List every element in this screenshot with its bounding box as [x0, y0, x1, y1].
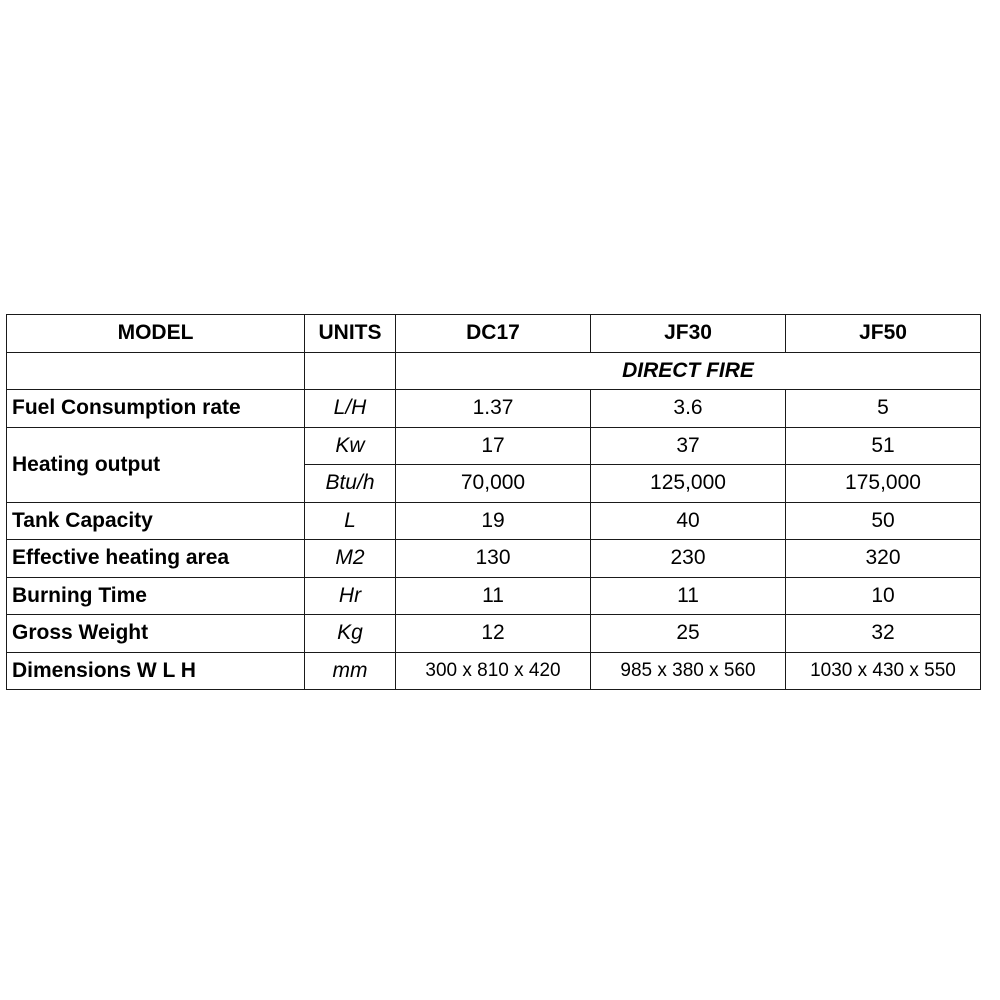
cell-area-dc17: 130	[396, 540, 591, 578]
header-dc17: DC17	[396, 315, 591, 353]
row-label-weight: Gross Weight	[7, 615, 305, 653]
row-unit-weight: Kg	[305, 615, 396, 653]
cell-kw-dc17: 17	[396, 427, 591, 465]
row-label-area: Effective heating area	[7, 540, 305, 578]
cell-area-jf30: 230	[591, 540, 786, 578]
row-unit-kw: Kw	[305, 427, 396, 465]
row-label-dimensions: Dimensions W L H	[7, 652, 305, 690]
cell-tank-dc17: 19	[396, 502, 591, 540]
table-row	[7, 577, 981, 615]
cell-btu-jf50: 175,000	[786, 465, 981, 503]
header-jf30: JF30	[591, 315, 786, 353]
row-unit-dimensions: mm	[305, 652, 396, 690]
group-row	[7, 352, 981, 390]
row-label-fuel: Fuel Consumption rate	[7, 390, 305, 428]
header-model: MODEL	[7, 315, 305, 353]
cell-burning-jf50: 10	[786, 577, 981, 615]
header-units: UNITS	[305, 315, 396, 353]
cell-kw-jf30: 37	[591, 427, 786, 465]
header-jf50: JF50	[786, 315, 981, 353]
header-row	[7, 315, 981, 353]
group-label-direct-fire: DIRECT FIRE	[396, 352, 981, 390]
cell-tank-jf50: 50	[786, 502, 981, 540]
cell-fuel-jf30: 3.6	[591, 390, 786, 428]
row-label-burning: Burning Time	[7, 577, 305, 615]
row-label-tank: Tank Capacity	[7, 502, 305, 540]
cell-burning-dc17: 11	[396, 577, 591, 615]
cell-fuel-jf50: 5	[786, 390, 981, 428]
row-unit-burning: Hr	[305, 577, 396, 615]
table-row	[7, 615, 981, 653]
spec-table	[6, 314, 981, 690]
row-unit-fuel: L/H	[305, 390, 396, 428]
table-row	[7, 427, 981, 465]
group-empty-model	[7, 352, 305, 390]
cell-dimensions-jf50: 1030 x 430 x 550	[786, 652, 981, 690]
cell-tank-jf30: 40	[591, 502, 786, 540]
cell-kw-jf50: 51	[786, 427, 981, 465]
table-row	[7, 540, 981, 578]
cell-fuel-dc17: 1.37	[396, 390, 591, 428]
cell-dimensions-jf30: 985 x 380 x 560	[591, 652, 786, 690]
row-unit-btu: Btu/h	[305, 465, 396, 503]
row-unit-area: M2	[305, 540, 396, 578]
cell-area-jf50: 320	[786, 540, 981, 578]
cell-btu-jf30: 125,000	[591, 465, 786, 503]
cell-weight-dc17: 12	[396, 615, 591, 653]
cell-dimensions-dc17: 300 x 810 x 420	[396, 652, 591, 690]
group-empty-units	[305, 352, 396, 390]
table-row	[7, 652, 981, 690]
row-label-heating-output: Heating output	[7, 427, 305, 502]
table-row	[7, 390, 981, 428]
cell-weight-jf30: 25	[591, 615, 786, 653]
cell-weight-jf50: 32	[786, 615, 981, 653]
cell-btu-dc17: 70,000	[396, 465, 591, 503]
row-unit-tank: L	[305, 502, 396, 540]
cell-burning-jf30: 11	[591, 577, 786, 615]
table-row	[7, 502, 981, 540]
